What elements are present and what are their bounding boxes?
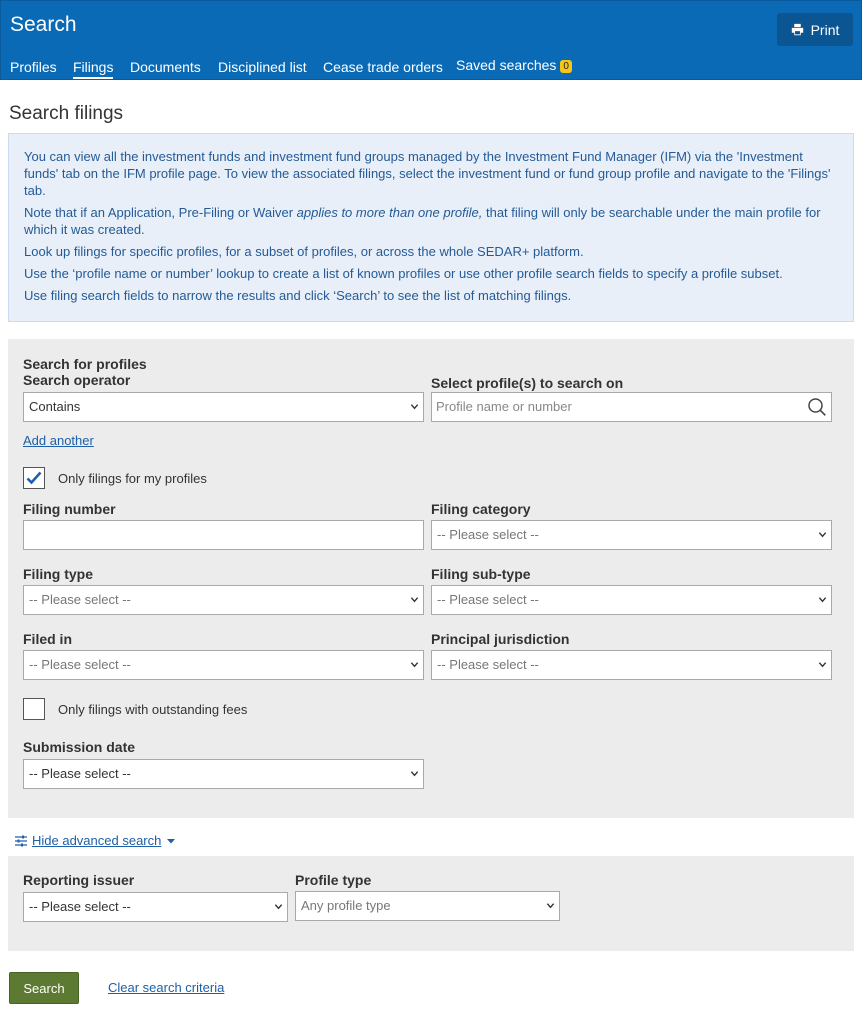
filing-category-label: Filing category (431, 501, 531, 517)
tab-profiles[interactable]: Profiles (10, 59, 57, 75)
chevron-down-icon (410, 660, 419, 669)
filing-type-value: -- Please select -- (29, 592, 131, 607)
profile-search-input[interactable] (431, 392, 832, 422)
filing-subtype-value: -- Please select -- (437, 592, 539, 607)
tab-saved-searches[interactable] (456, 57, 572, 73)
chevron-down-icon (818, 530, 827, 539)
caret-down-icon (166, 836, 176, 846)
principal-jurisdiction-select[interactable] (431, 650, 832, 680)
page-header (0, 0, 862, 80)
filed-in-select[interactable] (23, 650, 424, 680)
info-emphasis: applies to more than one profile, (296, 205, 483, 220)
chevron-down-icon (410, 402, 419, 411)
filing-type-label: Filing type (23, 566, 93, 582)
only-my-profiles-label: Only filings for my profiles (58, 471, 207, 486)
magnifier-icon[interactable] (806, 396, 828, 418)
add-another-link[interactable]: Add another (23, 433, 94, 448)
checkmark-icon (25, 469, 43, 487)
chevron-down-icon (410, 595, 419, 604)
search-operator-select[interactable] (23, 392, 424, 422)
tab-documents[interactable]: Documents (130, 59, 201, 75)
chevron-down-icon (818, 595, 827, 604)
profiles-heading: Search for profiles (23, 356, 147, 372)
profile-type-value: Any profile type (301, 898, 391, 913)
reporting-issuer-label: Reporting issuer (23, 872, 135, 888)
principal-jurisdiction-value: -- Please select -- (437, 657, 539, 672)
search-operator-value: Contains (29, 399, 81, 414)
header-title: Search (10, 13, 77, 36)
info-box (8, 133, 854, 322)
principal-jurisdiction-label: Principal jurisdiction (431, 631, 570, 647)
filed-in-label: Filed in (23, 631, 72, 647)
select-profiles-label: Select profile(s) to search on (431, 375, 624, 391)
submission-date-value: -- Please select -- (29, 766, 131, 781)
print-button[interactable] (777, 13, 853, 46)
sliders-icon (15, 835, 27, 847)
info-paragraph: You can view all the investment funds and investment fund groups managed by the Investment Fund Manager (IFM) via the 'Investment funds' tab on the IFM profile page. To view the associated filings, select the investment fund or fund group profile and navigate to the 'Filings' tab. (24, 149, 831, 198)
filing-number-input[interactable] (23, 520, 424, 550)
print-label: Print (810, 21, 840, 38)
info-paragraph (24, 204, 839, 238)
info-paragraph: Look up filings for specific profiles, for a subset of profiles, or across the whole SEDAR+ platform. (24, 244, 584, 259)
submission-date-select[interactable] (23, 759, 424, 789)
chevron-down-icon (410, 769, 419, 778)
info-paragraph: Use filing search fields to narrow the results and click ‘Search’ to see the list of matching filings. (24, 288, 572, 303)
info-text: that filing will only be searchable under the main profile for which it was created. (24, 205, 821, 237)
filing-number-label: Filing number (23, 501, 116, 517)
outstanding-fees-checkbox[interactable] (23, 698, 45, 720)
reporting-issuer-select[interactable] (23, 892, 288, 922)
chevron-down-icon (274, 902, 283, 911)
chevron-down-icon (546, 901, 555, 910)
filing-type-select[interactable] (23, 585, 424, 615)
profile-type-select[interactable] (295, 891, 560, 921)
tab-saved-searches-label: Saved searches (456, 57, 557, 73)
hide-advanced-search-label: Hide advanced search (32, 833, 162, 848)
filing-subtype-select[interactable] (431, 585, 832, 615)
submission-date-label: Submission date (23, 739, 136, 755)
filing-subtype-label: Filing sub-type (431, 566, 531, 582)
search-button[interactable]: Search (9, 972, 79, 1004)
filed-in-value: -- Please select -- (29, 657, 131, 672)
info-text: Note that if an Application, Pre-Filing or Waiver (24, 205, 297, 220)
tab-filings[interactable]: Filings (73, 59, 113, 79)
clear-search-criteria-link[interactable]: Clear search criteria (108, 980, 225, 995)
info-paragraph: Use the ‘profile name or number’ lookup to create a list of known profiles or use other profile search fields to specify a profile subset. (24, 266, 783, 281)
tab-disciplined-list[interactable]: Disciplined list (218, 59, 307, 75)
filing-category-select[interactable] (431, 520, 832, 550)
outstanding-fees-label: Only filings with outstanding fees (58, 702, 248, 717)
printer-icon (791, 23, 804, 36)
chevron-down-icon (818, 660, 827, 669)
profile-type-label: Profile type (295, 872, 372, 888)
saved-searches-count-badge: 0 (560, 60, 572, 73)
filing-category-value: -- Please select -- (437, 527, 539, 542)
search-operator-label: Search operator (23, 372, 131, 388)
hide-advanced-search-toggle[interactable] (15, 833, 176, 848)
tab-cease-trade-orders[interactable]: Cease trade orders (323, 59, 443, 75)
profile-search-placeholder: Profile name or number (436, 399, 572, 414)
page-title: Search filings (9, 103, 124, 124)
only-my-profiles-checkbox[interactable] (23, 467, 45, 489)
reporting-issuer-value: -- Please select -- (29, 899, 131, 914)
